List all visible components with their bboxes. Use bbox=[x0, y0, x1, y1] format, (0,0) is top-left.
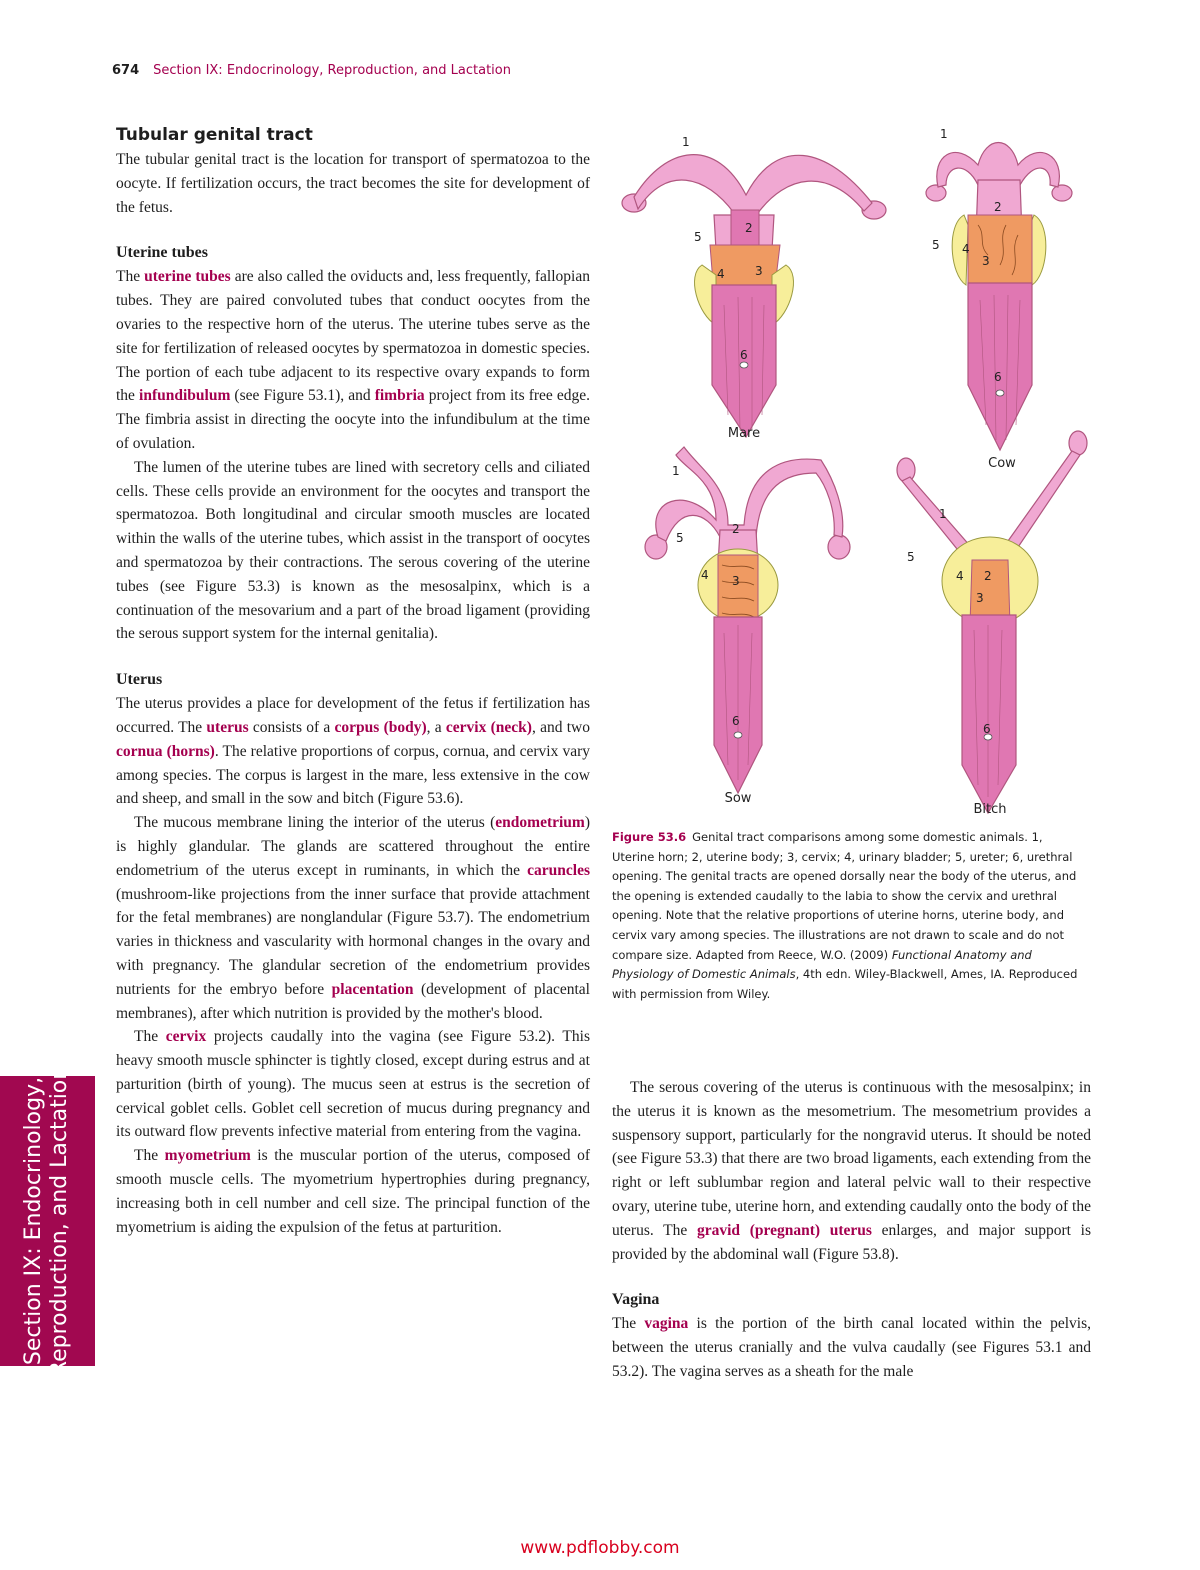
term-uterine-tubes: uterine tubes bbox=[144, 268, 231, 286]
sow-label-6: 6 bbox=[732, 714, 740, 728]
cow-label-1: 1 bbox=[940, 127, 948, 141]
side-tab-line-1: Section IX: Endocrinology, bbox=[21, 1076, 46, 1366]
caption-book-title: Functional Anatomy and Physiology of Domestic Animals bbox=[612, 947, 1032, 982]
right-column bbox=[612, 1076, 1091, 1384]
term-infundibulum: infundibulum bbox=[139, 387, 231, 405]
panel-label-sow: Sow bbox=[724, 791, 752, 806]
page-number: 674 bbox=[112, 63, 140, 78]
uterus-heading: Uterus bbox=[116, 671, 163, 689]
mare-tract bbox=[622, 155, 886, 437]
figure-label: Figure 53.6 bbox=[612, 830, 687, 844]
uterus-paragraph-4: The myometrium is the muscular portion of the uterus, composed of smooth muscle cells. The myometrium hypertrophies during pregnancy, increasing both in cell number and cell size. The principal function of the myometrium is aiding the expulsion of the fetus at parturition. bbox=[116, 1147, 590, 1236]
uterus-paragraph-3: The cervix projects caudally into the vagina (see Figure 53.2). This heavy smooth muscle sphincter is tightly closed, except during estrus and at parturition (birth of young). The mucus seen at estrus is the secretion of cervical goblet cells. Goblet cell secretion of mucus during pregnancy and its outward flow prevents infective material from entering from the vagina. bbox=[116, 1028, 590, 1141]
term-fimbria: fimbria bbox=[374, 387, 425, 405]
panel-label-cow: Cow bbox=[988, 456, 1016, 471]
section-side-tab bbox=[0, 1065, 95, 1377]
bitch-label-2: 2 bbox=[984, 569, 992, 583]
mare-label-2: 2 bbox=[745, 221, 753, 235]
term-cervix: cervix bbox=[165, 1028, 207, 1046]
bitch-label-5: 5 bbox=[907, 550, 915, 564]
panel-label-mare: Mare bbox=[727, 426, 761, 441]
term-caruncles: caruncles bbox=[527, 861, 590, 879]
mare-label-5: 5 bbox=[694, 230, 702, 244]
left-column bbox=[116, 124, 590, 1239]
bitch-label-3: 3 bbox=[976, 591, 984, 605]
bitch-label-6: 6 bbox=[983, 722, 991, 736]
term-myometrium: myometrium bbox=[164, 1147, 251, 1165]
vagina-paragraph: The vagina is the portion of the birth canal located within the pelvis, between the uterus cranially and the vulva caudally (see Figures 53.1 and 53.2). The vagina serves as a sheath for the male bbox=[612, 1315, 1091, 1380]
term-cornua: cornua (horns) bbox=[116, 742, 215, 760]
uterine-tubes-heading: Uterine tubes bbox=[116, 244, 208, 262]
running-header bbox=[112, 63, 511, 78]
term-vagina: vagina bbox=[644, 1315, 689, 1333]
section-heading: Tubular genital tract bbox=[116, 125, 313, 145]
cow-label-3: 3 bbox=[982, 254, 990, 268]
vagina-heading: Vagina bbox=[612, 1291, 660, 1309]
sow-label-4: 4 bbox=[701, 568, 709, 582]
term-gravid-uterus: gravid (pregnant) uterus bbox=[696, 1221, 872, 1239]
sow-label-5: 5 bbox=[676, 531, 684, 545]
caption-text: Genital tract comparisons among some domestic animals. 1, Uterine horn; 2, uterine body; 3, cervix; 4, urinary bladder; 5, ureter; 6, urethral opening. The genital tracts are opened dorsally near the body of the uterus, and the opening is extended caudally to the labia to show the cervix and urethral opening. Note that the relative proportions of uterine horns, uterine body, and cervix vary among species. The illustrations are not drawn to scale and do not compare size. Adapted from Reece, W.O. (2009) bbox=[612, 830, 1077, 962]
cow-label-4: 4 bbox=[962, 242, 970, 256]
cow-label-2: 2 bbox=[994, 200, 1002, 214]
section-title: Section IX: Endocrinology, Reproduction, and Lactation bbox=[153, 63, 511, 78]
term-cervix-neck: cervix (neck) bbox=[445, 718, 532, 736]
term-corpus: corpus (body) bbox=[334, 718, 427, 736]
uterus-paragraph-2: The mucous membrane lining the interior of the uterus (endometrium) is highly glandular. The glands are scattered throughout the entire endometrium of the uterus except in ruminants, in which the caruncles (mushroom-like projections from the inner surface that provide attachment for the fetal membranes) are nonglandular (Figure 53.7). The endometrium varies in thickness and vascularity with hormonal changes in the ovary and with pregnancy. The glandular secretion of the endometrium provides nutrients for the embryo before placentation (development of placental membranes), after which nutrition is provided by the mother's blood. bbox=[116, 814, 590, 1022]
panel-label-bitch: Bitch bbox=[973, 802, 1007, 817]
bitch-tract bbox=[897, 431, 1087, 813]
cow-tract bbox=[926, 143, 1072, 451]
uterine-tubes-paragraph-1: The uterine tubes are also called the oviducts and, less frequently, fallopian tubes. They are paired convoluted tubes that conduct oocytes from the ovaries to the respective horn of the uterus. The uterine tubes serve as the site for fertilization of released oocytes by spermatozoa in domestic species. The portion of each tube adjacent to its respective ovary expands to form the infundibulum (see Figure 53.1), and fimbria project from its free edge. The fimbria assist in directing the oocyte into the infundibulum at the time of ovulation. bbox=[116, 268, 591, 452]
term-placentation: placentation bbox=[331, 980, 414, 998]
mare-label-4: 4 bbox=[717, 267, 725, 281]
uterus-paragraph-1: The uterus provides a place for development of the fetus if fertilization has occurred. The uterus consists of a corpus (body), a cervix (neck), and two cornua (horns). The relative proportions of corpus, cornua, and cervix vary among species. The corpus is largest in the mare, less extensive in the cow and sheep, and small in the sow and bitch (Figure 53.6). bbox=[116, 695, 590, 808]
mare-label-6: 6 bbox=[740, 348, 748, 362]
term-uterus: uterus bbox=[206, 718, 249, 736]
bitch-label-4: 4 bbox=[956, 569, 964, 583]
serous-covering-paragraph: The serous covering of the uterus is continuous with the mesosalpinx; in the uterus it is known as the mesometrium. The mesometrium provides a suspensory support, particularly for the nongravid uterus. It should be noted (see Figure 53.3) that there are two broad ligaments, each extending from the right or left sublumbar region and lateral pelvic wall to their respective ovary, uterine tube, uterine horn, and extending caudally onto the body of the uterus. The gravid (pregnant) uterus enlarges, and major support is provided by the abdominal wall (Figure 53.8). bbox=[612, 1079, 1092, 1263]
mare-label-3: 3 bbox=[755, 264, 763, 278]
term-endometrium: endometrium bbox=[495, 814, 585, 832]
bitch-label-1: 1 bbox=[939, 507, 947, 521]
side-tab-text bbox=[21, 1066, 73, 1376]
intro-paragraph: The tubular genital tract is the location for transport of spermatozoa to the oocyte. If fertilization occurs, the tract becomes the site for development of the fetus. bbox=[116, 151, 590, 216]
uterine-tubes-paragraph-2: The lumen of the uterine tubes are lined with secretory cells and ciliated cells. These cells provide an environment for the oocytes and transport the spermatozoa. Both longitudinal and circular smooth muscles are located within the walls of the uterine tubes, which assist in the transport of oocytes and spermatozoa by their contractions. The serous covering of the uterine tubes (see Figure 53.3) is known as the mesosalpinx, which is a continuation of the mesovarium and a part of the broad ligament (providing the serous support system for the internal genitalia). bbox=[116, 458, 590, 643]
sow-label-1: 1 bbox=[672, 464, 680, 478]
footer-url[interactable]: www.pdflobby.com bbox=[520, 1538, 680, 1558]
figure-53-6-illustration bbox=[606, 125, 1092, 825]
cow-label-5: 5 bbox=[932, 238, 940, 252]
sow-label-3: 3 bbox=[732, 574, 740, 588]
side-tab-line-2: Reproduction, and Lactation bbox=[47, 1065, 72, 1377]
sow-tract bbox=[645, 447, 850, 793]
mare-label-1: 1 bbox=[682, 135, 690, 149]
cow-label-6: 6 bbox=[994, 370, 1002, 384]
sow-label-2: 2 bbox=[732, 522, 740, 536]
caption-tail: , 4th edn. Wiley-Blackwell, Ames, IA. Reproduced with permission from Wiley. bbox=[612, 967, 1078, 1001]
figure-caption bbox=[612, 828, 1082, 1004]
